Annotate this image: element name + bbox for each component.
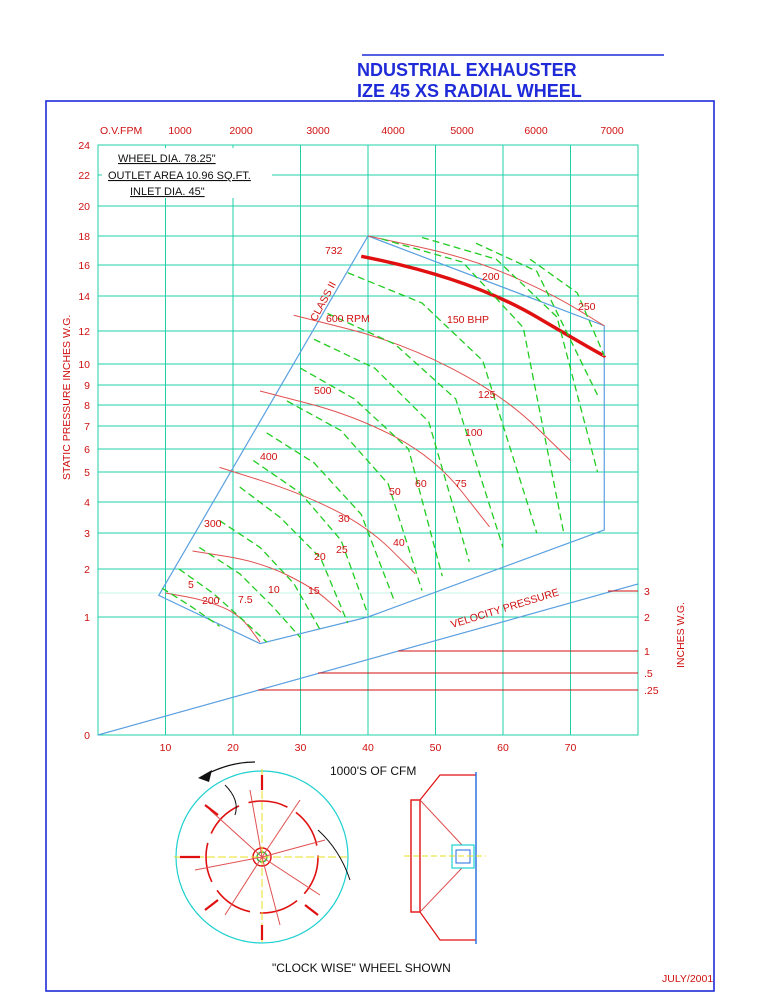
rpm-label: 200 [202,595,220,607]
y-axis-title: STATIC PRESSURE INCHES W.G. [61,314,73,480]
velocity-pressure-scale [258,586,659,697]
velocity-pressure-tick-label: 2 [644,612,650,624]
y-tick-label: 5 [84,467,90,479]
bhp-curve [476,243,598,395]
wheel-side-view [404,772,486,944]
bhp-label: 250 [578,301,596,313]
y-tick-label: 24 [78,140,90,152]
top-axis-tick-label: 5000 [450,125,474,137]
rpm-curve [260,391,490,527]
spec-inlet-dia: INLET DIA. 45" [130,186,205,198]
rpm-label: 500 [314,385,332,397]
x-tick-label: 20 [227,742,239,754]
envelope-outline [159,236,605,644]
bhp-label: 125 [478,389,496,401]
bhp-label: 25 [336,544,348,556]
velocity-pressure-label: VELOCITY PRESSURE [449,586,561,631]
y-tick-label: 14 [78,291,90,303]
x-tick-label: 10 [159,742,172,754]
y-tick-label: 3 [84,528,90,540]
bhp-label: 200 [482,271,500,283]
bhp-curves [162,237,604,642]
page-frame [46,101,714,991]
y-tick-label: 4 [84,497,90,509]
y-tick-label: 20 [78,201,90,213]
bhp-label: 40 [393,537,405,549]
y2-axis-title: INCHES W.G. [675,602,687,668]
x-tick-label: 30 [294,742,307,754]
y-tick-label: 18 [78,231,90,243]
spec-outlet-area: OUTLET AREA 10.96 SQ.FT. [108,170,251,182]
bhp-label: 50 [389,486,401,498]
y-tick-label: 6 [84,444,90,456]
chart-title-line-1: NDUSTRIAL EXHAUSTER [357,60,577,80]
x-tick-label: 60 [497,742,509,754]
x-tick-label: 40 [362,742,374,754]
top-axis-tick-label: 1000 [168,125,192,137]
top-axis-label: O.V.FPM [100,125,143,137]
chart-title-line-2: IZE 45 XS RADIAL WHEEL [357,81,582,101]
x-axis-title: 1000'S OF CFM [330,764,417,778]
y-tick-label: 7 [84,421,90,433]
y-tick-label: 8 [84,400,90,412]
spec-wheel-dia: WHEEL DIA. 78.25" [118,153,216,165]
bhp-curve [348,273,537,533]
grid [98,145,638,735]
rpm-label: 400 [260,451,278,463]
top-axis-tick-label: 3000 [306,125,330,137]
axis-ticks [78,125,624,754]
bhp-label: 75 [455,478,467,490]
bhp-label: 15 [308,585,320,597]
bhp-label: 60 [415,478,427,490]
top-axis-tick-label: 2000 [229,125,253,137]
y-tick-label: 12 [78,326,90,338]
wheel-front-view [174,762,350,945]
bhp-label: 5 [188,579,194,591]
velocity-pressure-tick-label: 1 [644,646,650,658]
velocity-pressure-tick-label: .5 [644,668,653,680]
bhp-curve [287,401,422,591]
top-axis-tick-label: 6000 [524,125,548,137]
x-tick-label: 70 [564,742,577,754]
bhp-label: 100 [465,427,483,439]
bhp-label: 30 [338,513,350,525]
y-tick-label: 10 [78,359,90,371]
class-label: CLASS II [308,279,339,324]
bhp-curve [314,339,469,562]
wheel-note: "CLOCK WISE" WHEEL SHOWN [272,961,451,975]
y-tick-label: 0 [84,730,90,742]
bhp-label: 7.5 [238,594,253,606]
rpm-label: 732 [325,245,343,257]
bhp-curve [267,433,395,603]
revision-date: JULY/2001 [662,973,714,985]
x-tick-label: 50 [429,742,442,754]
bhp-curve [382,239,564,533]
top-axis-tick-label: 7000 [600,125,624,137]
bhp-label: 150 BHP [447,314,490,326]
bhp-curve [240,487,348,623]
y-tick-label: 1 [84,612,90,624]
rpm-curves [166,236,605,642]
velocity-pressure-tick-label: 3 [644,586,650,598]
y-tick-label: 22 [78,170,90,182]
rpm-label: 600 RPM [326,313,370,325]
top-axis-tick-label: 4000 [381,125,405,137]
y-tick-label: 9 [84,380,90,392]
rpm-label: 300 [204,518,222,530]
bhp-label: 10 [268,584,280,596]
velocity-pressure-tick-label: .25 [644,685,659,697]
bhp-label: 20 [314,551,326,563]
y-tick-label: 2 [84,564,90,576]
y-tick-label: 16 [78,260,90,272]
bhp-curve [422,237,598,472]
